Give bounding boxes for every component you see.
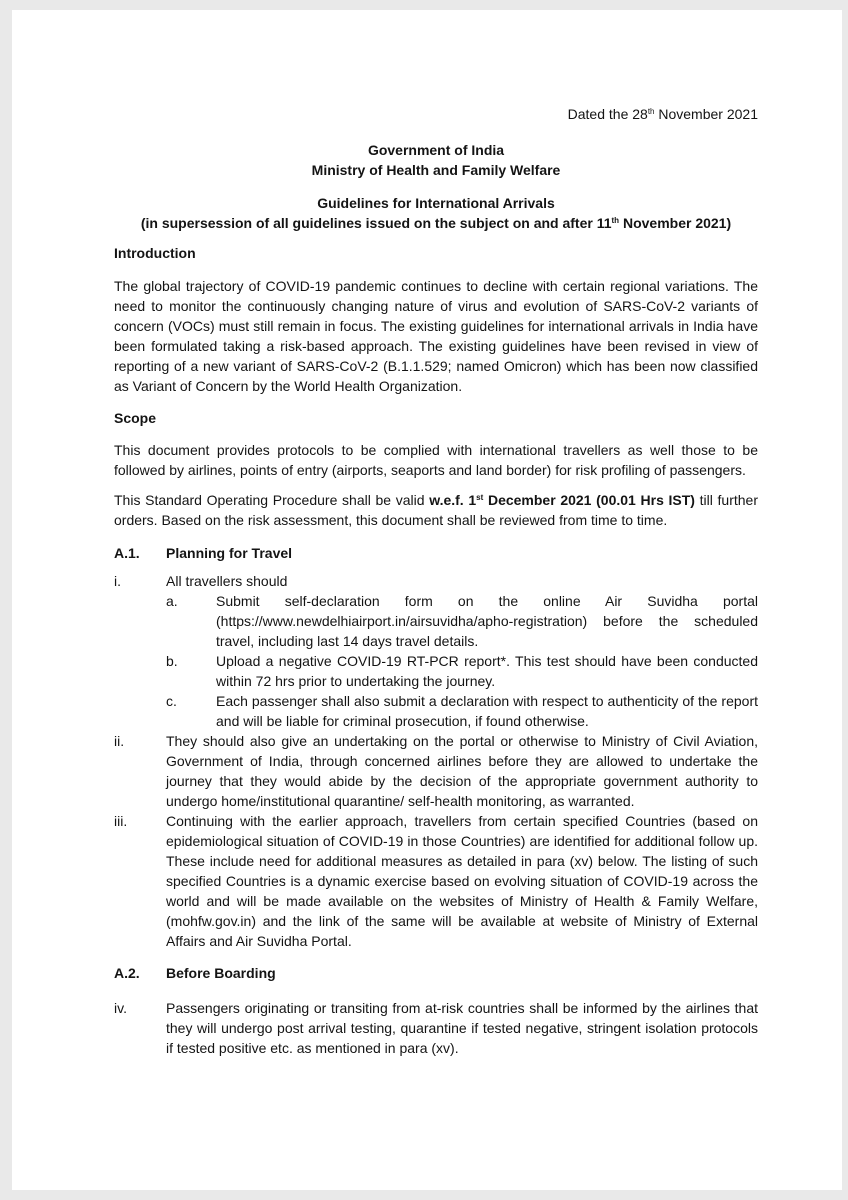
sub-item-c xyxy=(166,691,758,731)
list-item-i xyxy=(114,571,758,731)
sub-item-c-number: c. xyxy=(166,693,177,709)
document-subtitle xyxy=(114,213,758,233)
section-a2-number: A.2. xyxy=(114,965,140,981)
sub-item-a-line1: Submit self-declaration form on the online Air Suvidha portal xyxy=(216,593,758,609)
sub-item-b-number: b. xyxy=(166,653,178,669)
date-prefix: Dated the 28 xyxy=(567,106,648,122)
section-a2-title: Before Boarding xyxy=(166,965,276,981)
introduction-text: The global trajectory of COVID-19 pandemic continues to decline with certain regional variations. The need to monitor the continuously changing nature of virus and evolution of SARS-CoV-2 variants of concern (VOCs) must still remain in focus. The existing guidelines for international arrivals in India have been formulated taking a risk-based approach. The existing guidelines have been revised in view of reporting of a new variant of SARS-CoV-2 (B.1.1.529; named Omicron) which has been now classified as Variant of Concern by the World Health Organization. xyxy=(114,278,758,394)
subtitle-suffix: November 2021) xyxy=(619,215,732,231)
date-suffix: November 2021 xyxy=(654,106,758,122)
sub-item-c-text: Each passenger shall also submit a declaration with respect to authenticity of the report and will be liable for criminal prosecution, if found otherwise. xyxy=(216,693,758,729)
issuer-line: Government of India xyxy=(367,142,505,158)
date-sup: th xyxy=(647,107,655,116)
sub-item-a xyxy=(166,591,758,651)
section-a1-heading xyxy=(114,543,758,563)
scope-text-1: This document provides protocols to be complied with international travellers as well those to be followed by airlines, points of entry (airports, seaports and land border) for risk profiling of passengers. xyxy=(114,442,758,478)
list-item-ii-number: ii. xyxy=(114,733,125,749)
list-item-ii-text: They should also give an undertaking on the portal or otherwise to Ministry of Civil Aviation, Government of India, through concerned airlines before they are allowed to undertake the journey that they would abide by the decision of the appropriate government authority to undergo home/institutional quarantine/ self-health monitoring, as warranted. xyxy=(166,733,758,809)
list-item-i-text: All travellers should xyxy=(166,573,288,589)
scope-heading: Scope xyxy=(114,410,157,426)
list-item-iv-number: iv. xyxy=(114,1000,127,1016)
section-a2-heading xyxy=(114,963,758,983)
sub-item-a-rest: before the scheduled travel, including last 14 days travel details. xyxy=(216,613,758,649)
section-a1-number: A.1. xyxy=(114,545,140,561)
list-item-iii xyxy=(114,811,758,951)
sub-item-b-text: Upload a negative COVID-19 RT-PCR report*. This test should have been conducted within 72 hrs prior to undertaking the journey. xyxy=(216,653,758,689)
list-item-i-number: i. xyxy=(114,573,121,589)
scope-text-2-prefix: This Standard Operating Procedure shall be valid xyxy=(114,492,430,508)
scope-validity-sup: st xyxy=(476,493,484,502)
date-line xyxy=(114,104,758,124)
sub-item-b xyxy=(166,651,758,691)
ministry-line: Ministry of Health and Family Welfare xyxy=(311,162,561,178)
scope-validity-time: December 2021 (00.01 Hrs IST) xyxy=(483,492,695,508)
subtitle-prefix: (in supersession of all guidelines issued on the subject on and after 11 xyxy=(140,215,612,231)
list-item-iv xyxy=(114,998,758,1058)
sub-item-a-number: a. xyxy=(166,593,178,609)
introduction-heading: Introduction xyxy=(114,245,196,261)
section-a1-title: Planning for Travel xyxy=(166,545,293,561)
scope-text-2 xyxy=(114,490,758,530)
subtitle-sup: th xyxy=(611,216,620,225)
document-title: Guidelines for International Arrivals xyxy=(317,195,555,211)
list-item-ii xyxy=(114,731,758,811)
scope-text-2-suffix: till further orders. Based on the risk assessment, this document shall be reviewed from time to time. xyxy=(114,492,758,528)
scope-validity-date: w.e.f. 1 xyxy=(429,492,477,508)
document-page xyxy=(12,10,842,1190)
document-content xyxy=(114,104,758,1058)
list-item-iv-text: Passengers originating or transiting from at-risk countries shall be informed by the airlines that they will undergo post arrival testing, quarantine if tested negative, stringent isolation protocols if tested positive etc. as mentioned in para (xv). xyxy=(166,1000,758,1056)
air-suvidha-link[interactable]: (https://www.newdelhiairport.in/airsuvidha/apho-registration) xyxy=(216,613,588,629)
list-item-iii-text: Continuing with the earlier approach, travellers from certain specified Countries (based on epidemiological situation of COVID-19 in those Countries) are identified for additional follow up. These include need for additional measures as detailed in para (xv) below. The listing of such specified Countries is a dynamic exercise based on evolving situation of COVID-19 across the world and will be made available on the websites of Ministry of Health & Family Welfare, (mohfw.gov.in) and the link of the same will be available at website of Ministry of External Affairs and Air Suvidha Portal. xyxy=(166,813,758,949)
list-item-iii-number: iii. xyxy=(114,813,128,829)
